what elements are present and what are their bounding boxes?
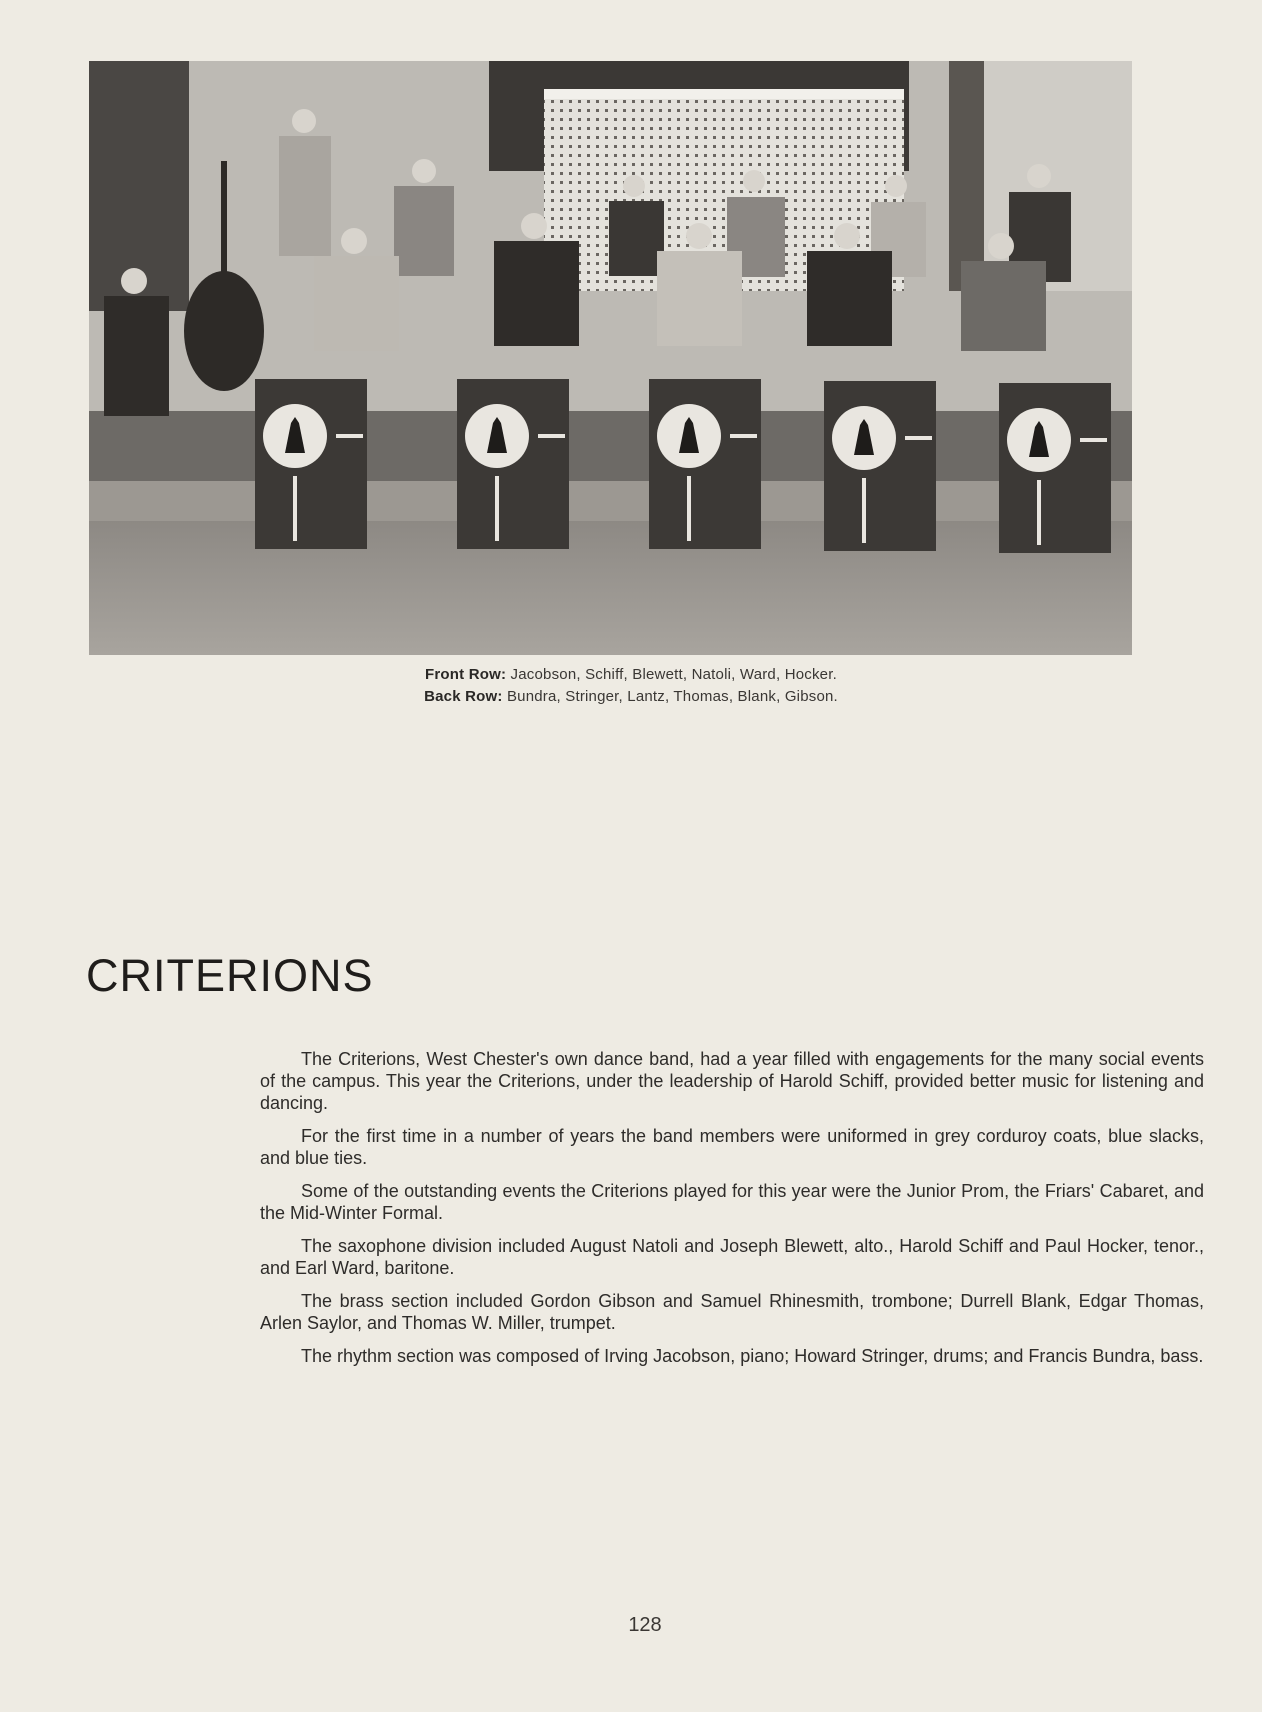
caption-front-row xyxy=(0,664,1262,686)
paragraph: The rhythm section was composed of Irving Jacobson, piano; Howard Stringer, drums; and Francis Bundra, bass. xyxy=(301,1346,1204,1366)
paragraph: The Criterions, West Chester's own dance band, had a year filled with engagements for the many social events of the campus. This year the Criterions, under the leadership of Harold Schiff, provided better music for listening and dancing. xyxy=(260,1049,1204,1113)
back-row-label: Back Row: xyxy=(424,688,503,705)
paragraph: For the first time in a number of years the band members were uniformed in grey corduroy coats, blue slacks, and blue ties. xyxy=(260,1126,1204,1168)
paragraph: The saxophone division included August Natoli and Joseph Blewett, alto., Harold Schiff and Paul Hocker, tenor., and Earl Ward, baritone. xyxy=(260,1236,1204,1278)
photo-caption xyxy=(0,664,1262,708)
front-row-label: Front Row: xyxy=(425,666,507,683)
paragraph: Some of the outstanding events the Criterions played for this year were the Junior Prom, the Friars' Cabaret, and the Mid-Winter Formal. xyxy=(260,1181,1204,1223)
paragraph: The brass section included Gordon Gibson and Samuel Rhinesmith, trombone; Durrell Blank, Edgar Thomas, Arlen Saylor, and Thomas W. Miller, trumpet. xyxy=(260,1291,1204,1333)
band-photo xyxy=(89,61,1132,655)
band-photo-icon xyxy=(89,61,1132,655)
caption-back-row xyxy=(0,686,1262,708)
front-row-names: Jacobson, Schiff, Blewett, Natoli, Ward, Hocker. xyxy=(506,666,837,683)
page-title: CRITERIONS xyxy=(86,950,374,1001)
article-body xyxy=(260,1048,1204,1378)
page-number: 128 xyxy=(628,1614,662,1636)
back-row-names: Bundra, Stringer, Lantz, Thomas, Blank, Gibson. xyxy=(502,688,838,705)
